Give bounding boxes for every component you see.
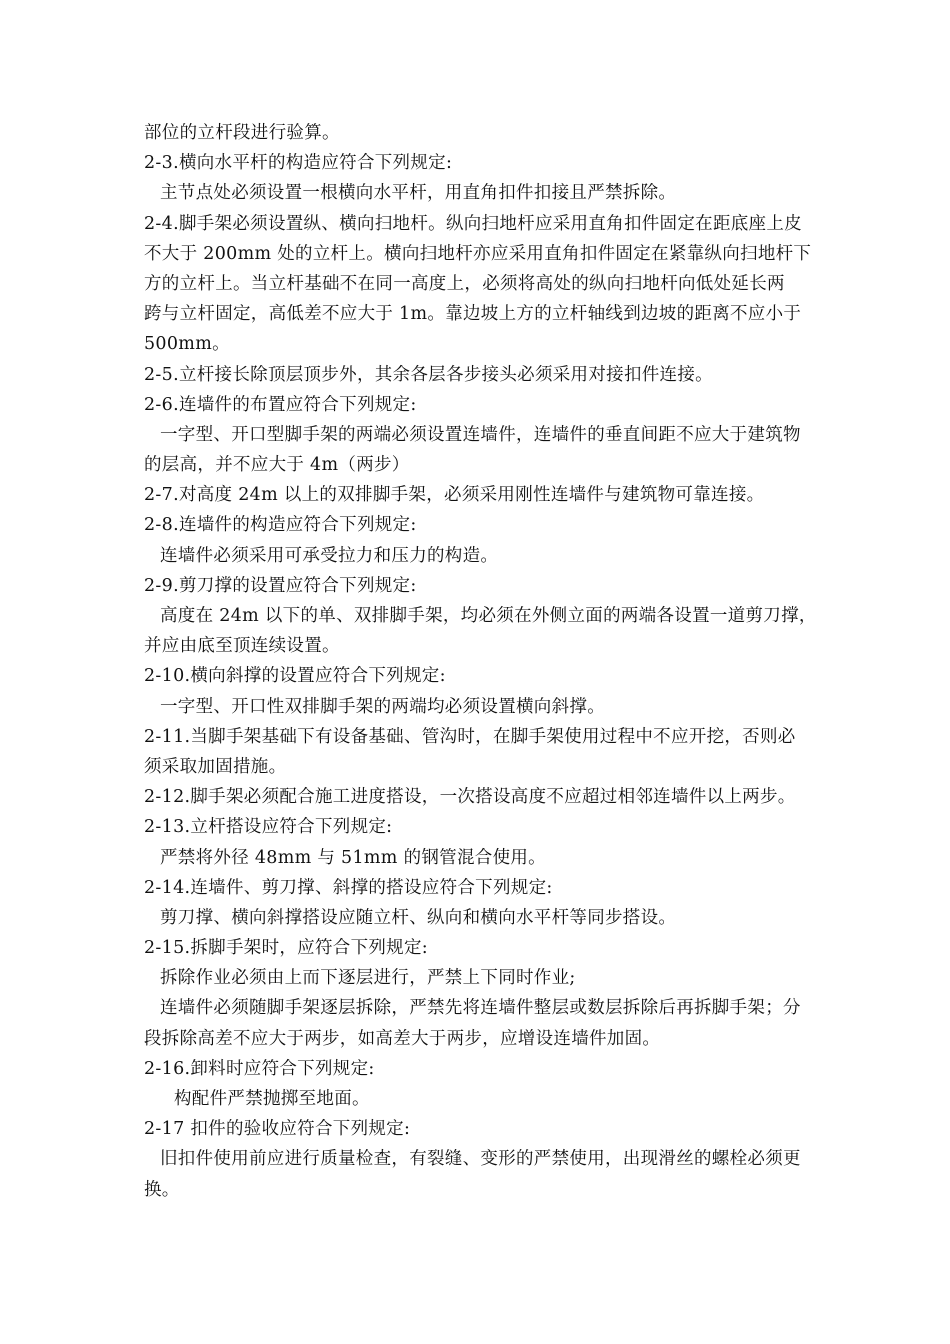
text-line: 部位的立杆段进行验算。: [144, 123, 340, 143]
text-line: 连墙件必须随脚手架逐层拆除，严禁先将连墙件整层或数层拆除后再拆脚手架；分: [160, 998, 801, 1019]
text-line: 跨与立杆固定，高低差不应大于 1m。靠边坡上方的立杆轴线到边坡的距离不应小于: [144, 304, 802, 325]
section-heading: 2-16.卸料时应符合下列规定:: [144, 1058, 375, 1079]
section-heading: 2-10.横向斜撑的设置应符合下列规定:: [144, 666, 446, 687]
text-line: 连墙件必须采用可承受拉力和压力的构造。: [160, 545, 499, 566]
text-line: 500mm。: [144, 334, 230, 355]
text-line: 高度在 24m 以下的单、双排脚手架，均必须在外侧立面的两端各设置一道剪刀撑，: [160, 606, 817, 626]
text-line: 一字型、开口性双排脚手架的两端均必须设置横向斜撑。: [160, 696, 605, 717]
section-heading: 2-4.脚手架必须设置纵、横向扫地杆。纵向扫地杆应采用直角扣件固定在距底座上皮: [144, 213, 802, 234]
section-heading: 2-3.横向水平杆的构造应符合下列规定:: [144, 153, 453, 174]
text-line: 一字型、开口型脚手架的两端必须设置连墙件，连墙件的垂直间距不应大于建筑物: [160, 424, 801, 445]
text-line: 剪刀撑、横向斜撑搭设应随立杆、纵向和横向水平杆等同步搭设。: [160, 907, 677, 928]
text-line: 须采取加固措施。: [144, 756, 287, 777]
text-line: 旧扣件使用前应进行质量检查，有裂缝、变形的严禁使用，出现滑丝的螺栓必须更: [160, 1149, 801, 1170]
text-line: 拆除作业必须由上而下逐层进行，严禁上下同时作业;: [160, 968, 576, 989]
section-heading: 2-11.当脚手架基础下有设备基础、管沟时，在脚手架使用过程中不应开挖，否则必: [144, 726, 796, 747]
section-heading: 2-12.脚手架必须配合施工进度搭设，一次搭设高度不应超过相邻连墙件以上两步。: [144, 787, 796, 808]
text-line: 主节点处必须设置一根横向水平杆，用直角扣件扣接且严禁拆除。: [160, 183, 677, 204]
text-line: 严禁将外径 48mm 与 51mm 的钢管混合使用。: [160, 847, 546, 868]
text-line: 构配件严禁抛掷至地面。: [174, 1089, 370, 1109]
document-body: [144, 118, 864, 1205]
section-heading: 2-13.立杆搭设应符合下列规定:: [144, 817, 393, 838]
section-heading: 2-14.连墙件、剪刀撑、斜撑的搭设应符合下列规定:: [144, 877, 553, 898]
text-line: 并应由底至顶连续设置。: [144, 636, 340, 657]
text-line: 换。: [144, 1179, 180, 1200]
section-heading: 2-5.立杆接长除顶层顶步外，其余各层各步接头必须采用对接扣件连接。: [144, 364, 713, 385]
section-heading: 2-15.拆脚手架时，应符合下列规定:: [144, 938, 428, 959]
text-line: 不大于 200mm 处的立杆上。横向扫地杆亦应采用直角扣件固定在紧靠纵向扫地杆下: [144, 243, 812, 264]
section-heading: 2-8.连墙件的构造应符合下列规定:: [144, 515, 417, 536]
section-heading: 2-7.对高度 24m 以上的双排脚手架，必须采用刚性连墙件与建筑物可靠连接。: [144, 485, 765, 506]
section-heading: 2-9.剪刀撑的设置应符合下列规定:: [144, 575, 417, 596]
text-line: 段拆除高差不应大于两步，如高差大于两步，应增设连墙件加固。: [144, 1028, 661, 1049]
text-line: 方的立杆上。当立杆基础不在同一高度上，必须将高处的纵向扫地杆向低处延长两: [144, 273, 785, 294]
section-heading: 2-17 扣件的验收应符合下列规定:: [144, 1119, 411, 1140]
section-heading: 2-6.连墙件的布置应符合下列规定:: [144, 394, 417, 415]
text-line: 的层高，并不应大于 4m（两步）: [144, 455, 410, 476]
